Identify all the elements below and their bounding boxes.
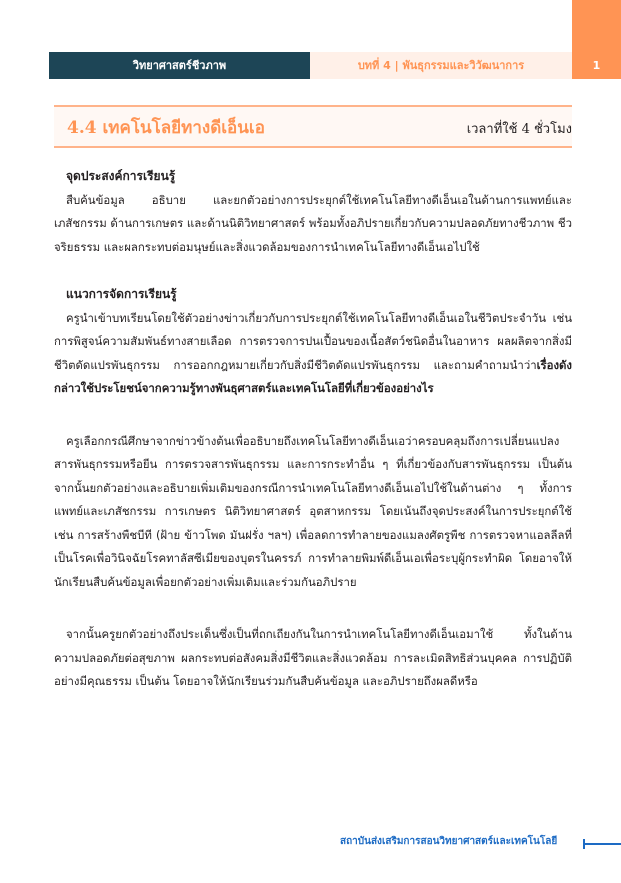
section-title-box bbox=[54, 105, 572, 148]
approach-heading: แนวการจัดการเรียนรู้ bbox=[66, 287, 177, 301]
footer-line bbox=[583, 843, 621, 845]
approach-paragraph-1 bbox=[54, 307, 572, 401]
section-time: เวลาที่ใช้ 4 ชั่วโมง bbox=[466, 122, 572, 137]
spacer bbox=[54, 401, 572, 430]
page-number: 1 bbox=[592, 59, 601, 72]
chapter-header: บทที่ 4 | พันธุกรรมและวิวัฒนาการ bbox=[310, 52, 572, 79]
subject-header: วิทยาศาสตร์ชีวภาพ bbox=[49, 52, 310, 79]
approach-p1-text: ครูนำเข้าบทเรียนโดยใช้ตัวอย่างข่าวเกี่ยวกับการประยุกต์ใช้เทคโนโลยีทางดีเอ็นเอในชีวิตประจำวัน เช่น การพิสูจน์ความสัมพันธ์ทางสายเลือด การตรวจการปนเปื้อนของเนื้อสัตว์ชนิดอื่นในอาหาร ผลผลิตจากสิ่งมีชีวิตดัดแปรพันธุกรรม การออกกฎหมายเกี่ยวกับสิ่งมีชีวิตดัดแปรพันธุกรรม และถามคำถามนำว่า bbox=[54, 310, 572, 372]
approach-paragraph-3: จากนั้นครูยกตัวอย่างถึงประเด็นซึ่งเป็นที่ถกเถียงกันในการนำเทคโนโลยีทางดีเอ็นเอมาใช้ ทั้งในด้านความปลอดภัยต่อสุขภาพ ผลกระทบต่อสังคมสิ่งมีชีวิตและสิ่งแวดล้อม การละเมิดสิทธิส่วนบุคคล การปฏิบัติอย่างมีคุณธรรม เป็นต้น โดยอาจให้นักเรียนร่วมกันสืบค้นข้อมูล และอภิปรายถึงผลดีหรือ bbox=[54, 627, 572, 688]
objectives-heading: จุดประสงค์การเรียนรู้ bbox=[66, 169, 176, 183]
objectives-body: สืบค้นข้อมูล อธิบาย และยกตัวอย่างการประยุกต์ใช้เทคโนโลยีทางดีเอ็นเอในด้านการแพทย์และเภสัชกรรม ด้านการเกษตร และด้านนิติวิทยาศาสตร์ พร้อมทั้งอภิปรายเกี่ยวกับความปลอดภัยทางชีวภาพ ชีวจริยธรรม และผลกระทบต่อมนุษย์และสิ่งแวดล้อมของการนำเทคโนโลยีทางดีเอ็นเอไปใช้ bbox=[54, 192, 572, 254]
page-content bbox=[54, 165, 572, 694]
footer-institution: สถาบันส่งเสริมการสอนวิทยาศาสตร์และเทคโนโลยี bbox=[340, 836, 558, 847]
section-title: 4.4 เทคโนโลยีทางดีเอ็นเอ bbox=[67, 118, 265, 138]
approach-p1-question: เรื่องดังกล่าวใช้ประโยชน์จากความรู้ทางพันธุศาสตร์และเทคโนโลยีที่เกี่ยวข้องอย่างไร bbox=[54, 357, 572, 395]
approach-paragraph-2: ครูเลือกกรณีศึกษาจากข่าวข้างต้นเพื่ออธิบายถึงเทคโนโลยีทางดีเอ็นเอว่าครอบคลุมถึงการเปลี่ยนแปลงสารพันธุกรรมหรือยีน การตรวจสารพันธุกรรม และการกระทำอื่น ๆ ที่เกี่ยวข้องกับสารพันธุกรรม เป็นต้น จากนั้นยกตัวอย่างและอธิบายเพิ่มเติมของกรณีการนำเทคโนโลยีทางดีเอ็นเอไปใช้ในด้านต่าง ๆ ทั้งการแพทย์และเภสัชกรรม การเกษตร นิติวิทยาศาสตร์ อุตสาหกรรม โดยเน้นถึงจุดประสงค์ในการประยุกต์ใช้ เช่น การสร้างพืชบีที (ฝ้าย ข้าวโพด มันฝรั่ง ฯลฯ) เพื่อลดการทำลายของแมลงศัตรูพืช การตรวจหาแอลลีลที่เป็นโรคเพื่อวินิจฉัยโรคทาลัสซีเมียของบุตรในครรภ์ การทำลายพิมพ์ดีเอ็นเอเพื่อระบุผู้กระทำผิด โดยอาจให้นักเรียนสืบค้นข้อมูลเพื่อยกตัวอย่างเพิ่มเติมและร่วมกันอภิปราย bbox=[54, 433, 572, 589]
spacer bbox=[54, 259, 572, 283]
spacer bbox=[54, 594, 572, 623]
